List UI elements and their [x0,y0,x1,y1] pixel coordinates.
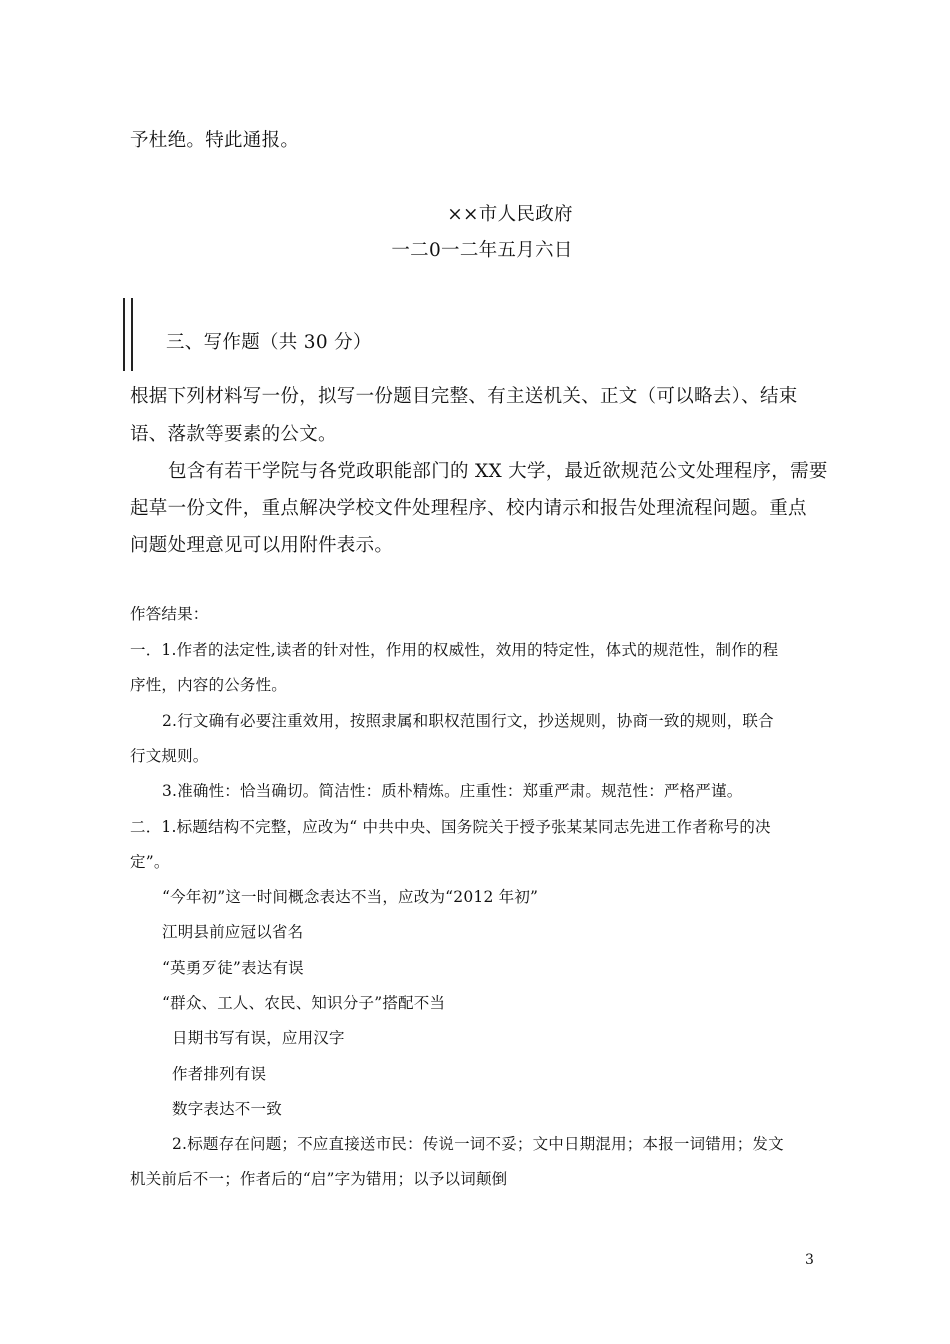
answers-label: 作答结果： [130,605,209,623]
answer-line: 机关前后不一；作者后的“启”字为错用；以予以词颠倒 [130,1170,508,1188]
issue-date: 一二0一二年五月六日 [391,240,573,261]
answer-line: 2.行文确有必要注重效用，按照隶属和职权范围行文，抄送规则，协商一致的规则，联合 [162,712,774,730]
prompt-line: 语、落款等要素的公文。 [130,424,337,445]
answer-line: 日期书写有误，应用汉字 [172,1029,345,1047]
section-marker-bar [123,298,133,371]
prompt-line: 包含有若干学院与各党政职能部门的 XX 大学，最近欲规范公文处理程序，需要 [168,461,828,482]
answer-line: 数字表达不一致 [172,1100,282,1118]
answer-line: 二．1.标题结构不完整，应改为“ 中共中央、国务院关于授予张某某同志先进工作者称号的决 [130,818,771,836]
answer-line: 一．1.作者的法定性,读者的针对性，作用的权威性，效用的特定性，体式的规范性，制作的程 [130,641,779,659]
issuer-name: ××市人民政府 [447,204,573,225]
answer-line: 定”。 [130,853,170,871]
answer-line: “群众、工人、农民、知识分子”搭配不当 [162,994,446,1012]
answer-line: 行文规则。 [130,747,209,765]
answer-line: 江明县前应冠以省名 [162,923,304,941]
continuation-line: 予杜绝。特此通报。 [130,130,300,151]
prompt-line: 根据下列材料写一份，拟写一份题目完整、有主送机关、正文（可以略去）、结束 [130,386,798,407]
answer-line: 作者排列有误 [172,1065,267,1083]
answer-line: 序性，内容的公务性。 [130,676,288,694]
answer-line: “英勇歹徒”表达有误 [162,959,304,977]
answer-line: “今年初”这一时间概念表达不当，应改为“2012 年初” [162,888,539,906]
answer-line: 3.准确性：恰当确切。简洁性：质朴精炼。庄重性：郑重严肃。规范性：严格严谨。 [162,782,743,800]
prompt-line: 起草一份文件，重点解决学校文件处理程序、校内请示和报告处理流程问题。重点 [130,498,807,519]
section-heading: 三、写作题（共 30 分） [166,332,372,353]
prompt-line: 问题处理意见可以用附件表示。 [130,535,394,556]
page-number: 3 [805,1252,814,1268]
answer-line: 2.标题存在问题；不应直接送市民：传说一词不妥；文中日期混用；本报一词错用；发文 [172,1135,784,1153]
